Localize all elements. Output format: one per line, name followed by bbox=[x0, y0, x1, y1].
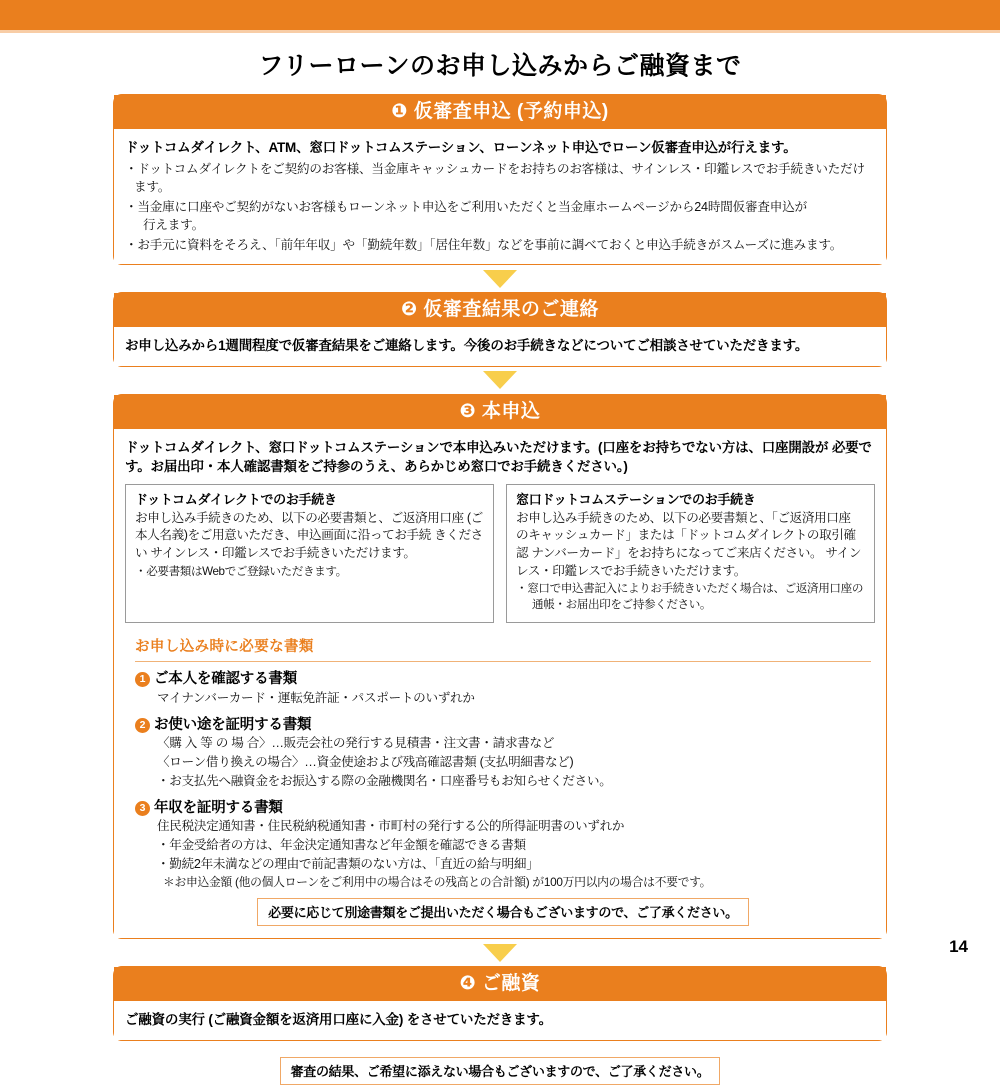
list-item: ・ドットコムダイレクトをご契約のお客様、当金庫キャッシュカードをお持ちのお客様は、サインレス・印鑑レスでお手続きいただけます。 bbox=[125, 161, 865, 195]
arrow-down-icon bbox=[483, 944, 517, 962]
connector-arrow-1 bbox=[113, 265, 887, 292]
step-4-lead: ご融資の実行 (ご融資金額を返済用口座に入金) をさせていただきます。 bbox=[125, 1012, 552, 1028]
document-item-title: お使い途を証明する書類 bbox=[154, 716, 312, 733]
step-2-header: ❷ 仮審査結果のご連絡 bbox=[114, 293, 886, 327]
document-item-detail bbox=[157, 689, 871, 708]
document-item-title: ご本人を確認する書類 bbox=[154, 671, 297, 688]
page-content bbox=[113, 33, 887, 1087]
number-badge-1: 1 bbox=[135, 672, 150, 687]
subbox-body-line1: お申し込み手続きのため、以下の必要書類と、「ご返済用口座 bbox=[516, 510, 851, 525]
required-documents-section bbox=[135, 635, 871, 928]
detail-label: 〈購 入 等 の 場 合〉 bbox=[157, 735, 272, 750]
document-item-detail bbox=[157, 734, 871, 791]
step-3-lead-line1: ドットコムダイレクト、窓口ドットコムステーションで本申込みいただけます。(口座をお持ちでない方は、口座開設が bbox=[125, 439, 829, 455]
step-1-lead: ドットコムダイレクト、ATM、窓口ドットコムステーション、ローンネット申込でローン仮審査申込が行えます。 bbox=[125, 140, 797, 155]
list-item: ・お手元に資料をそろえ、「前年年収」や「勤続年数」「居住年数」などを事前に調べておくと申込手続きがスムーズに進みます。 bbox=[125, 237, 843, 252]
step-3-lead bbox=[125, 438, 875, 476]
detail-line-refinance bbox=[157, 753, 871, 772]
subbox-body-line3: きください bbox=[135, 528, 483, 561]
step-1-header: ❶ 仮審査申込 (予約申込) bbox=[114, 95, 886, 129]
step-2-block bbox=[113, 292, 887, 367]
subbox-title: 窓口ドットコムステーションでのお手続き bbox=[516, 491, 756, 507]
step-2-body bbox=[114, 327, 886, 366]
detail-line: マイナンバーカード・運転免許証・パスポートのいずれか bbox=[157, 690, 475, 705]
detail-line-note: ・お支払先へ融資金をお振込する際の金融機関名・口座番号もお知らせください。 bbox=[157, 773, 612, 788]
step-4-block bbox=[113, 966, 887, 1041]
detail-text: …販売会社の発行する見積書・注文書・請求書など bbox=[271, 735, 555, 750]
subbox-body-line2: のキャッシュカード」または「ドットコムダイレクトの取引確認 bbox=[516, 528, 856, 561]
footer-callout-wrapper bbox=[113, 1050, 887, 1087]
detail-line: ・年金受給者の方は、年金決定通知書など年金額を確認できる書類 bbox=[157, 837, 526, 852]
subbox-body-line1: お申し込み手続きのため、以下の必要書類と、ご返済用口座 bbox=[135, 510, 464, 525]
subbox-note-text: ・必要書類はWebでご登録いただきます。 bbox=[135, 564, 347, 578]
documents-callout-wrapper bbox=[135, 891, 871, 928]
subbox-title: ドットコムダイレクトでのお手続き bbox=[135, 491, 337, 507]
detail-line: ・勤続2年未満などの理由で前記書類のない方は、「直近の給与明細」 bbox=[157, 856, 539, 871]
connector-arrow-3 bbox=[113, 939, 887, 966]
arrow-down-icon bbox=[483, 270, 517, 288]
subbox-body bbox=[135, 510, 484, 563]
detail-line: 住民税決定通知書・住民税納税通知書・市町村の発行する公的所得証明書のいずれか bbox=[157, 819, 625, 834]
subbox-body-line4: サインレス・印鑑レスでお手続きいただけます。 bbox=[516, 546, 862, 578]
documents-callout: 必要に応じて別途書類をご提出いただく場合もございますので、ご了承ください。 bbox=[257, 898, 749, 926]
step-2-lead: お申し込みから1週間程度で仮審査結果をご連絡します。今後のお手続きなどについてご相談させていただきます。 bbox=[125, 338, 809, 354]
detail-text: …資金使途および残高確認書類 (支払明細書など) bbox=[304, 754, 574, 769]
subbox-body-line4: サインレス・印鑑レスでお手続きいただけます。 bbox=[150, 546, 416, 561]
detail-line-asterisk: ＊お申込金額 (他の個人ローンをご利用中の場合はその残高との合計額) が100万円以内の場合は不要です。 bbox=[163, 874, 712, 889]
step-1-bullet-list bbox=[125, 160, 875, 255]
subbox-counter-station bbox=[506, 484, 875, 623]
arrow-down-icon bbox=[483, 371, 517, 389]
subbox-note bbox=[516, 581, 865, 613]
subbox-body bbox=[516, 510, 865, 581]
step-4-body bbox=[114, 1001, 886, 1040]
step-3-subbox-row bbox=[125, 484, 875, 623]
detail-line-purchase bbox=[157, 734, 871, 753]
step-1-block bbox=[113, 94, 887, 265]
list-item-text: ・当金庫に口座やご契約がないお客様もローンネット申込をご利用いただくと当金庫ホームページから24時間仮審査申込が bbox=[125, 199, 807, 214]
step-3-block bbox=[113, 394, 887, 940]
step-1-body bbox=[114, 129, 886, 264]
document-item-heading bbox=[135, 671, 871, 688]
detail-label: 〈ローン借り換えの場合〉 bbox=[157, 754, 305, 769]
document-item-title: 年収を証明する書類 bbox=[154, 799, 283, 816]
step-3-body bbox=[114, 429, 886, 939]
document-item-heading bbox=[135, 800, 871, 817]
number-badge-3: 3 bbox=[135, 801, 150, 816]
step-3-header: ❸ 本申込 bbox=[114, 395, 886, 429]
connector-arrow-2 bbox=[113, 367, 887, 394]
subbox-note bbox=[135, 564, 484, 580]
document-item-3 bbox=[135, 800, 871, 892]
subbox-note-text: ・窓口で申込書記入によりお手続きいただく場合は、ご返済用口座の bbox=[516, 582, 864, 596]
page-number: 14 bbox=[949, 937, 968, 956]
footer-callout: 審査の結果、ご希望に添えない場合もございますので、ご了承ください。 bbox=[280, 1057, 721, 1085]
subbox-note-text-cont: 通帳・お届出印をご持参ください。 bbox=[532, 598, 712, 612]
number-badge-2: 2 bbox=[135, 718, 150, 733]
subbox-body-line3: ナンバーカード」をお持ちになってご来店ください。 bbox=[531, 546, 823, 561]
required-documents-title: お申し込み時に必要な書類 bbox=[135, 635, 871, 662]
top-orange-band bbox=[0, 0, 1000, 30]
step-3-lead-line2: 必要です。お届出印・本人確認書類をご持参のうえ、あらかじめ窓口でお手続きください。) bbox=[125, 439, 872, 474]
page-title: フリーローンのお申し込みからご融資まで bbox=[258, 52, 742, 80]
document-item-2 bbox=[135, 717, 871, 791]
step-4-header: ❹ ご融資 bbox=[114, 967, 886, 1001]
list-item-text-cont: 行えます。 bbox=[143, 218, 204, 233]
document-item-1 bbox=[135, 671, 871, 707]
list-item bbox=[125, 198, 875, 235]
document-item-heading bbox=[135, 717, 871, 734]
subbox-dotcom-direct bbox=[125, 484, 494, 623]
document-item-detail bbox=[157, 817, 871, 891]
subbox-body-line2: (ご本人名義)をご用意いただき、申込画面に沿ってお手続 bbox=[135, 510, 483, 543]
